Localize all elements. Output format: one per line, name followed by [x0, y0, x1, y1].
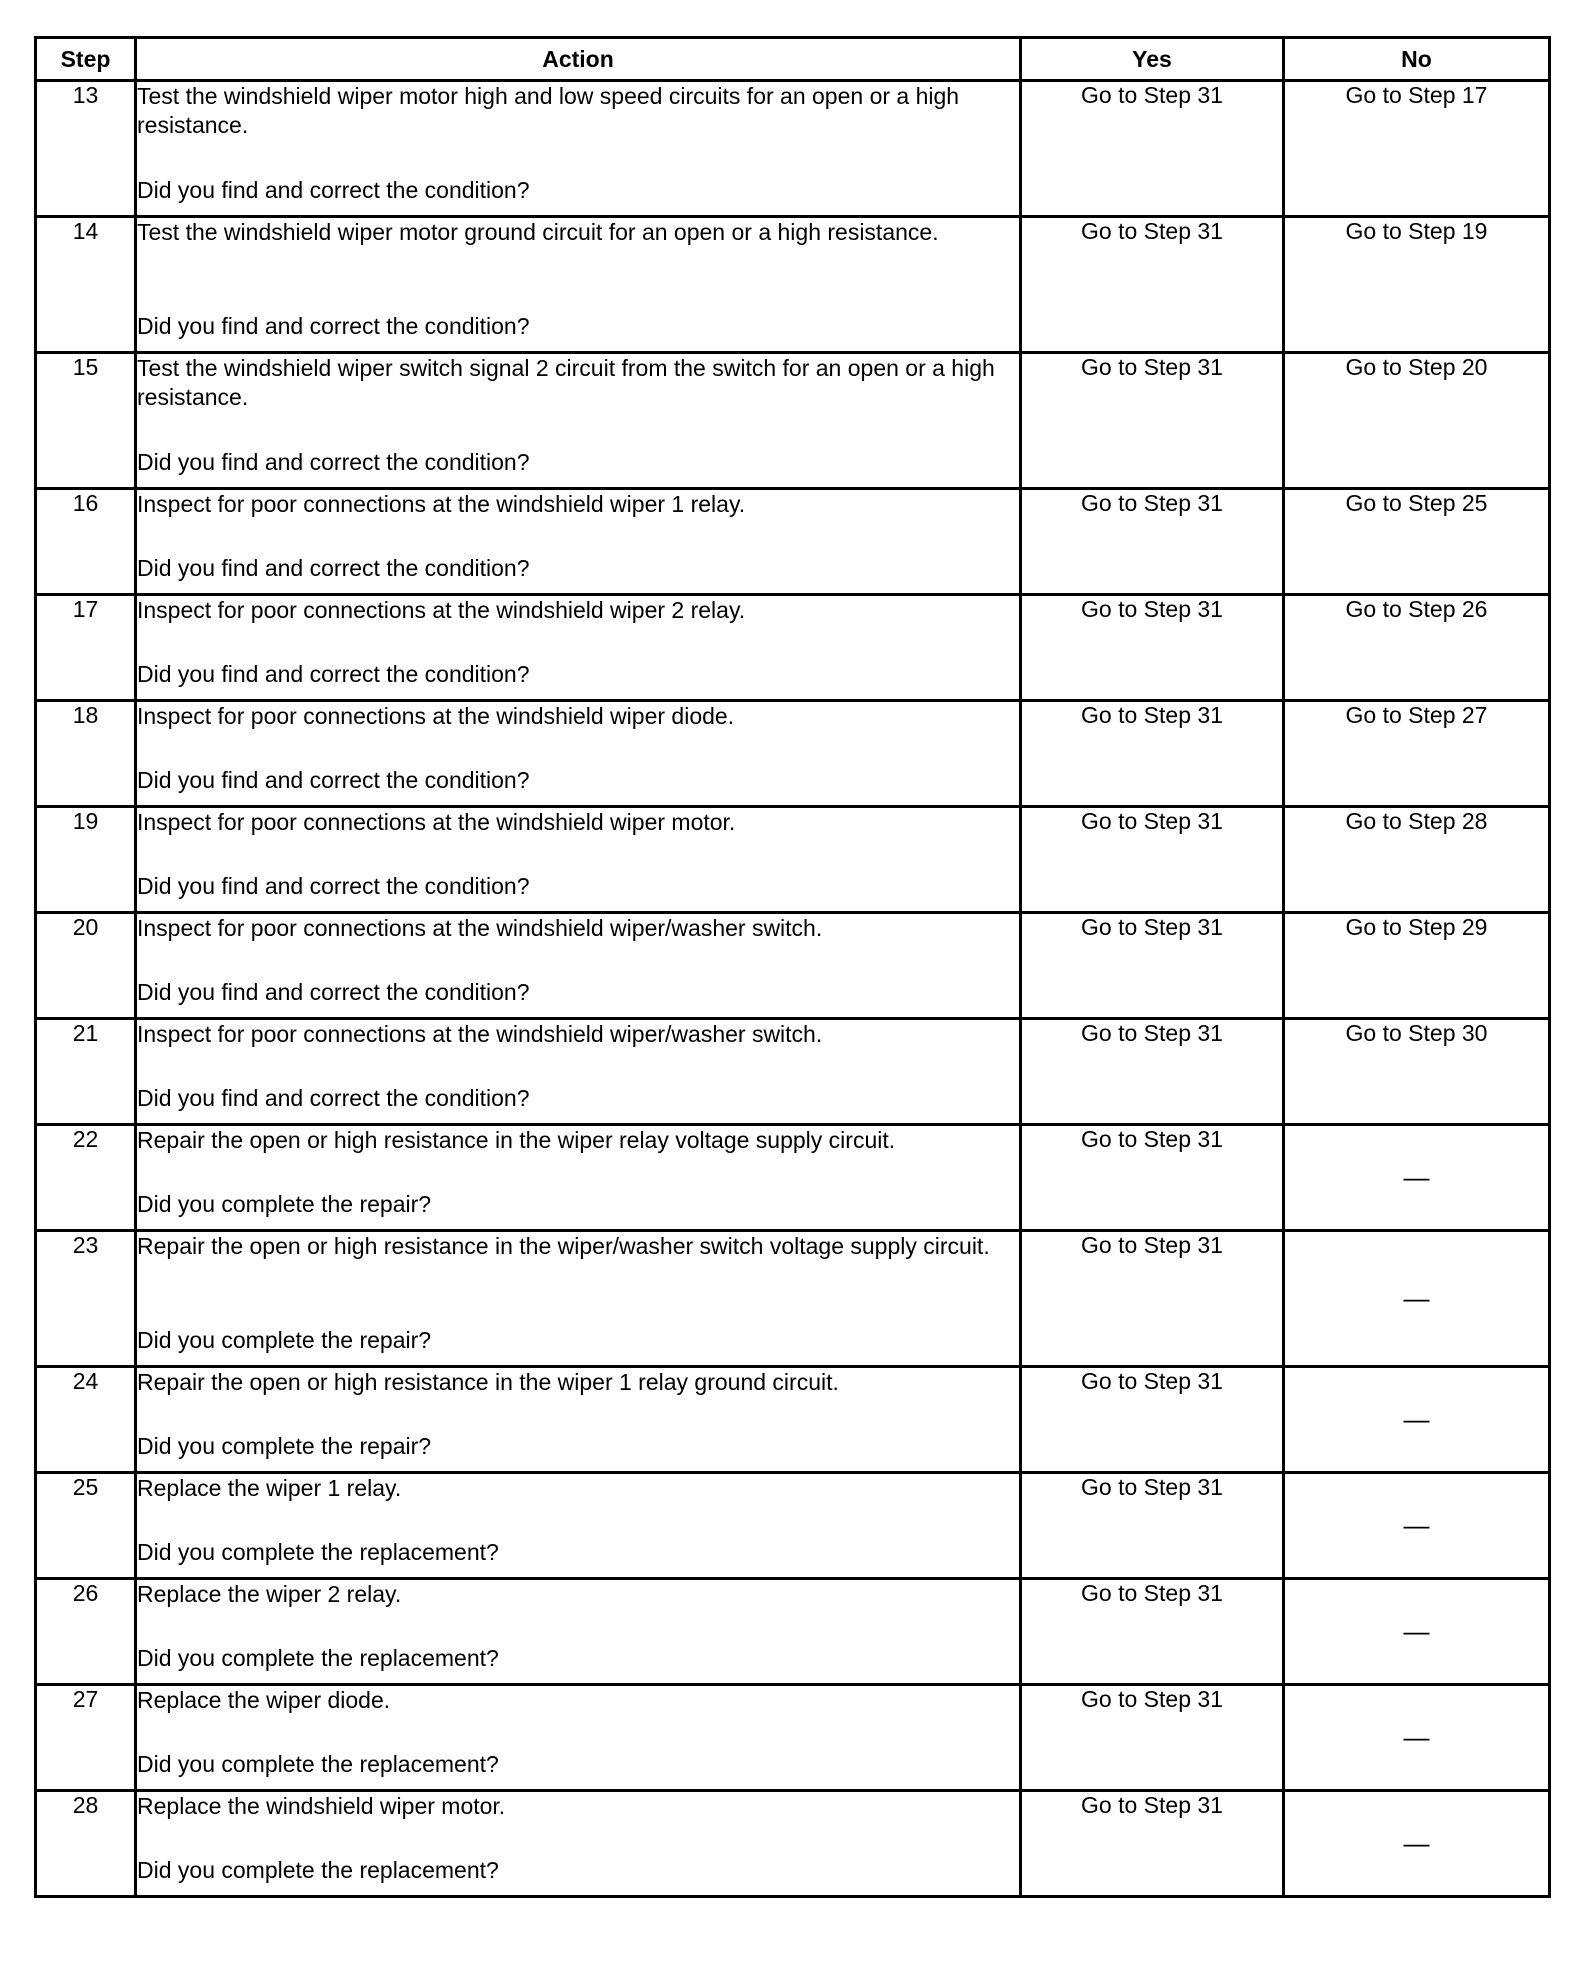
table-row	[36, 807, 1550, 913]
no-result: Go to Step 20	[1284, 353, 1550, 489]
no-result: Go to Step 28	[1284, 807, 1550, 913]
action-cell	[136, 489, 1021, 595]
action-cell	[136, 81, 1021, 217]
action-question: Did you complete the replacement?	[137, 1539, 499, 1565]
yes-result: Go to Step 31	[1021, 1019, 1284, 1125]
yes-result: Go to Step 31	[1021, 353, 1284, 489]
step-number: 16	[36, 489, 136, 595]
action-question: Did you find and correct the condition?	[137, 555, 530, 581]
action-question: Did you find and correct the condition?	[137, 979, 530, 1005]
yes-result: Go to Step 31	[1021, 1367, 1284, 1473]
action-text: Repair the open or high resistance in the wiper 1 relay ground circuit.	[137, 1369, 839, 1395]
step-number: 25	[36, 1473, 136, 1579]
action-text: Replace the wiper diode.	[137, 1687, 391, 1713]
header-no: No	[1284, 38, 1550, 81]
action-cell	[136, 1231, 1021, 1367]
table-row	[36, 1367, 1550, 1473]
action-question: Did you find and correct the condition?	[137, 313, 530, 339]
yes-result: Go to Step 31	[1021, 1685, 1284, 1791]
yes-result: Go to Step 31	[1021, 1791, 1284, 1897]
table-row	[36, 1579, 1550, 1685]
step-number: 19	[36, 807, 136, 913]
action-cell	[136, 1473, 1021, 1579]
action-cell	[136, 353, 1021, 489]
action-question: Did you complete the replacement?	[137, 1645, 499, 1671]
no-result: Go to Step 25	[1284, 489, 1550, 595]
table-row	[36, 595, 1550, 701]
table-row	[36, 217, 1550, 353]
action-cell	[136, 1579, 1021, 1685]
no-result: —	[1284, 1231, 1550, 1367]
action-text: Inspect for poor connections at the windshield wiper 2 relay.	[137, 597, 746, 623]
table-row	[36, 701, 1550, 807]
action-text: Inspect for poor connections at the windshield wiper/washer switch.	[137, 1021, 823, 1047]
action-question: Did you find and correct the condition?	[137, 177, 530, 203]
no-result: —	[1284, 1367, 1550, 1473]
table-row	[36, 353, 1550, 489]
yes-result: Go to Step 31	[1021, 217, 1284, 353]
no-result: —	[1284, 1579, 1550, 1685]
action-cell	[136, 1125, 1021, 1231]
action-cell	[136, 1791, 1021, 1897]
header-step: Step	[36, 38, 136, 81]
step-number: 23	[36, 1231, 136, 1367]
step-number: 17	[36, 595, 136, 701]
yes-result: Go to Step 31	[1021, 1125, 1284, 1231]
header-row	[36, 38, 1550, 81]
action-text: Test the windshield wiper motor ground circuit for an open or a high resistance.	[137, 219, 939, 245]
no-result: —	[1284, 1791, 1550, 1897]
step-number: 24	[36, 1367, 136, 1473]
action-cell	[136, 1367, 1021, 1473]
no-result: Go to Step 27	[1284, 701, 1550, 807]
yes-result: Go to Step 31	[1021, 489, 1284, 595]
table-row	[36, 1685, 1550, 1791]
no-result: Go to Step 29	[1284, 913, 1550, 1019]
action-question: Did you find and correct the condition?	[137, 1085, 530, 1111]
action-text: Inspect for poor connections at the windshield wiper/washer switch.	[137, 915, 823, 941]
action-text: Inspect for poor connections at the windshield wiper motor.	[137, 809, 736, 835]
action-question: Did you find and correct the condition?	[137, 661, 530, 687]
step-number: 13	[36, 81, 136, 217]
action-text: Repair the open or high resistance in the wiper/washer switch voltage supply circuit.	[137, 1233, 990, 1259]
action-question: Did you find and correct the condition?	[137, 873, 530, 899]
table-row	[36, 1019, 1550, 1125]
step-number: 21	[36, 1019, 136, 1125]
step-number: 26	[36, 1579, 136, 1685]
no-result: Go to Step 26	[1284, 595, 1550, 701]
action-question: Did you complete the repair?	[137, 1327, 432, 1353]
table-row	[36, 81, 1550, 217]
table-row	[36, 1231, 1550, 1367]
action-cell	[136, 913, 1021, 1019]
step-number: 14	[36, 217, 136, 353]
yes-result: Go to Step 31	[1021, 1579, 1284, 1685]
action-cell	[136, 701, 1021, 807]
action-question: Did you complete the repair?	[137, 1191, 432, 1217]
step-number: 28	[36, 1791, 136, 1897]
action-cell	[136, 1685, 1021, 1791]
yes-result: Go to Step 31	[1021, 807, 1284, 913]
table-row	[36, 1125, 1550, 1231]
action-cell	[136, 1019, 1021, 1125]
step-number: 20	[36, 913, 136, 1019]
action-cell	[136, 595, 1021, 701]
action-text: Inspect for poor connections at the windshield wiper diode.	[137, 703, 735, 729]
action-question: Did you complete the replacement?	[137, 1751, 499, 1777]
action-text: Test the windshield wiper switch signal 2 circuit from the switch for an open or a high resistance.	[137, 355, 995, 410]
yes-result: Go to Step 31	[1021, 1473, 1284, 1579]
yes-result: Go to Step 31	[1021, 701, 1284, 807]
yes-result: Go to Step 31	[1021, 81, 1284, 217]
action-text: Replace the wiper 2 relay.	[137, 1581, 402, 1607]
action-text: Repair the open or high resistance in the wiper relay voltage supply circuit.	[137, 1127, 896, 1153]
table-row	[36, 489, 1550, 595]
action-text: Inspect for poor connections at the windshield wiper 1 relay.	[137, 491, 746, 517]
action-question: Did you find and correct the condition?	[137, 767, 530, 793]
action-cell	[136, 217, 1021, 353]
action-text: Replace the windshield wiper motor.	[137, 1793, 506, 1819]
yes-result: Go to Step 31	[1021, 1231, 1284, 1367]
action-question: Did you complete the replacement?	[137, 1857, 499, 1883]
action-text: Replace the wiper 1 relay.	[137, 1475, 402, 1501]
header-action: Action	[136, 38, 1021, 81]
diagnostic-table	[34, 36, 1551, 1898]
no-result: —	[1284, 1125, 1550, 1231]
table-row	[36, 1791, 1550, 1897]
no-result: Go to Step 19	[1284, 217, 1550, 353]
no-result: —	[1284, 1473, 1550, 1579]
step-number: 15	[36, 353, 136, 489]
yes-result: Go to Step 31	[1021, 913, 1284, 1019]
step-number: 27	[36, 1685, 136, 1791]
action-question: Did you find and correct the condition?	[137, 449, 530, 475]
step-number: 22	[36, 1125, 136, 1231]
step-number: 18	[36, 701, 136, 807]
header-yes: Yes	[1021, 38, 1284, 81]
table-row	[36, 913, 1550, 1019]
table-row	[36, 1473, 1550, 1579]
yes-result: Go to Step 31	[1021, 595, 1284, 701]
action-text: Test the windshield wiper motor high and low speed circuits for an open or a high resistance.	[137, 83, 960, 138]
table-body	[36, 81, 1550, 1897]
action-question: Did you complete the repair?	[137, 1433, 432, 1459]
no-result: —	[1284, 1685, 1550, 1791]
action-cell	[136, 807, 1021, 913]
no-result: Go to Step 30	[1284, 1019, 1550, 1125]
no-result: Go to Step 17	[1284, 81, 1550, 217]
